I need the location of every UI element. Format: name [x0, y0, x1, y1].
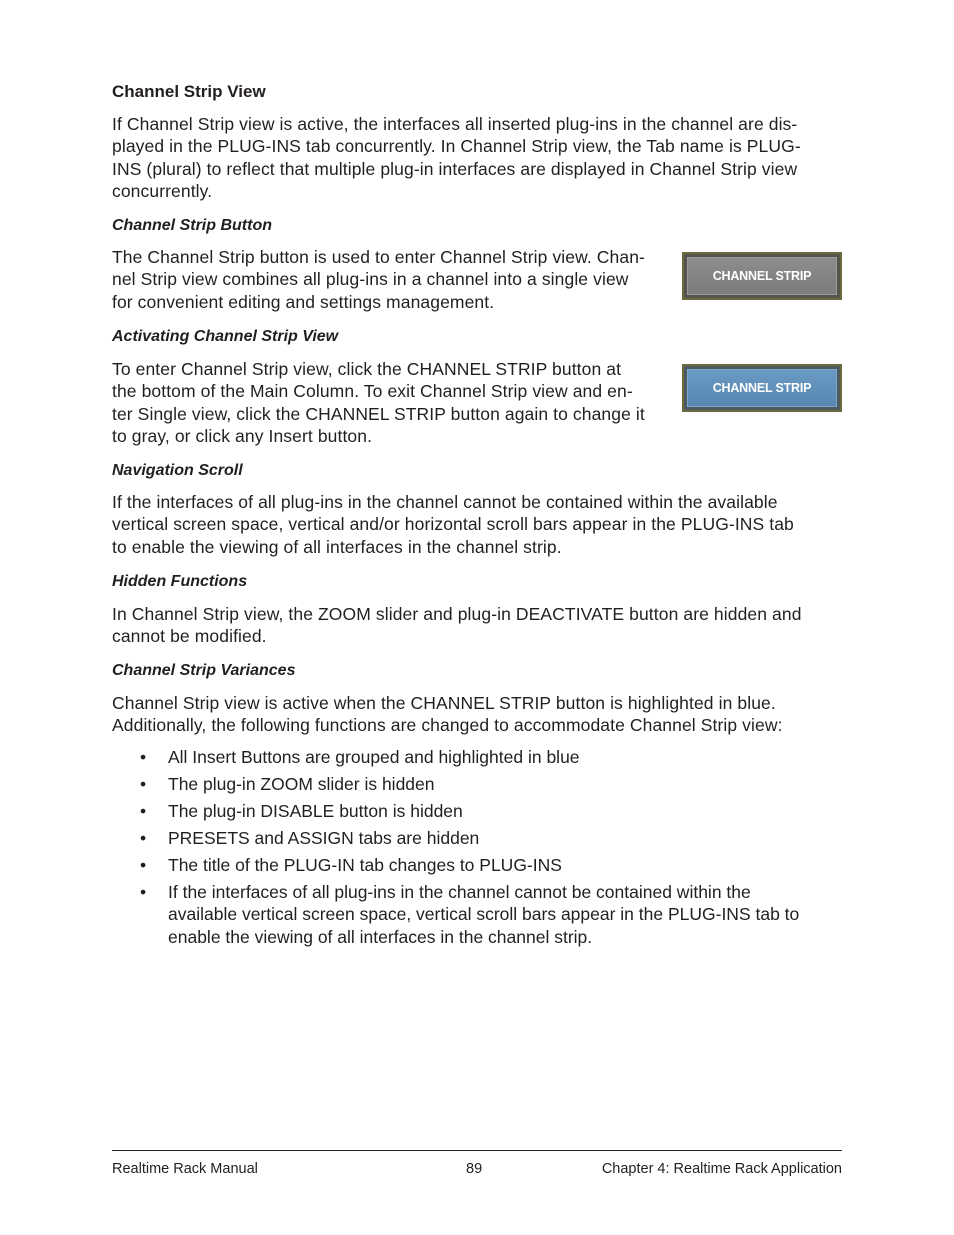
- text-line: If the interfaces of all plug-ins in the channel cannot be contained within the available: [112, 492, 778, 512]
- variances-heading: Channel Strip Variances: [112, 662, 296, 679]
- page-number: 89: [466, 1161, 483, 1177]
- text-line: cannot be modified.: [112, 626, 267, 647]
- bullet-icon: •: [140, 828, 147, 848]
- text-line: the bottom of the Main Column. To exit Channel Strip view and en-: [112, 381, 633, 402]
- list-item: [112, 854, 842, 876]
- bullet-icon: •: [140, 882, 147, 902]
- list-item-text: All Insert Buttons are grouped and highlighted in blue: [168, 747, 580, 767]
- channel-strip-button-active[interactable]: [682, 364, 842, 412]
- footer-chapter-title: Chapter 4: Realtime Rack Application: [601, 1161, 842, 1177]
- list-item-text: If the interfaces of all plug-ins in the channel cannot be contained within the: [168, 882, 751, 902]
- channel-strip-button-heading: Channel Strip Button: [112, 217, 272, 234]
- hidden-functions-heading: Hidden Functions: [112, 573, 248, 590]
- list-item-text: available vertical screen space, vertical scroll bars appear in the PLUG-INS tab to: [168, 904, 800, 925]
- list-item: [112, 746, 842, 768]
- text-line: To enter Channel Strip view, click the CHANNEL STRIP button at: [112, 359, 622, 379]
- variances-bullet-list: [112, 746, 842, 953]
- navigation-scroll-paragraph: [112, 491, 794, 558]
- activating-paragraph: [112, 358, 645, 448]
- text-line: In Channel Strip view, the ZOOM slider and plug-in DEACTIVATE button are hidden and: [112, 604, 802, 624]
- text-line: played in the PLUG-INS tab concurrently. In Channel Strip view, the Tab name is PLUG-: [112, 136, 801, 157]
- text-line: Channel Strip view is active when the CHANNEL STRIP button is highlighted in blue.: [112, 693, 776, 713]
- intro-paragraph: [112, 113, 801, 203]
- bullet-icon: •: [140, 855, 147, 875]
- hidden-functions-paragraph: [112, 603, 802, 648]
- list-item: [112, 773, 842, 795]
- footer-manual-title: Realtime Rack Manual: [112, 1161, 258, 1177]
- channel-strip-button-label: CHANNEL STRIP: [687, 369, 837, 407]
- text-line: vertical screen space, vertical and/or horizontal scroll bars appear in the PLUG-INS tab: [112, 514, 794, 535]
- list-item-text: enable the viewing of all interfaces in the channel strip.: [168, 926, 593, 947]
- list-item-text: The title of the PLUG-IN tab changes to PLUG-INS: [168, 855, 562, 875]
- variances-paragraph: [112, 692, 783, 737]
- navigation-scroll-heading: Navigation Scroll: [112, 462, 243, 479]
- list-item-text: The plug-in ZOOM slider is hidden: [168, 774, 435, 794]
- text-line: for convenient editing and settings management.: [112, 291, 495, 312]
- list-item: [112, 881, 842, 948]
- section-heading: Channel Strip View: [112, 82, 266, 101]
- text-line: The Channel Strip button is used to enter Channel Strip view. Chan-: [112, 247, 645, 267]
- list-item-text: PRESETS and ASSIGN tabs are hidden: [168, 828, 480, 848]
- text-line: INS (plural) to reflect that multiple plug-in interfaces are displayed in Channel Strip view: [112, 158, 798, 179]
- channel-strip-button-label: CHANNEL STRIP: [687, 257, 837, 295]
- list-item: [112, 800, 842, 822]
- bullet-icon: •: [140, 774, 147, 794]
- text-line: concurrently.: [112, 181, 213, 202]
- channel-strip-button-paragraph: [112, 246, 645, 313]
- text-line: to enable the viewing of all interfaces in the channel strip.: [112, 536, 562, 557]
- channel-strip-button-inactive[interactable]: [682, 252, 842, 300]
- list-item-text: The plug-in DISABLE button is hidden: [168, 801, 463, 821]
- footer-divider: [112, 1150, 842, 1151]
- bullet-icon: •: [140, 801, 147, 821]
- activating-heading: Activating Channel Strip View: [112, 328, 339, 345]
- text-line: Additionally, the following functions are changed to accommodate Channel Strip view:: [112, 715, 783, 736]
- text-line: to gray, or click any Insert button.: [112, 426, 373, 447]
- text-line: ter Single view, click the CHANNEL STRIP button again to change it: [112, 403, 645, 424]
- list-item: [112, 827, 842, 849]
- bullet-icon: •: [140, 747, 147, 767]
- text-line: If Channel Strip view is active, the interfaces all inserted plug-ins in the channel are dis-: [112, 114, 798, 134]
- text-line: nel Strip view combines all plug-ins in a channel into a single view: [112, 269, 629, 290]
